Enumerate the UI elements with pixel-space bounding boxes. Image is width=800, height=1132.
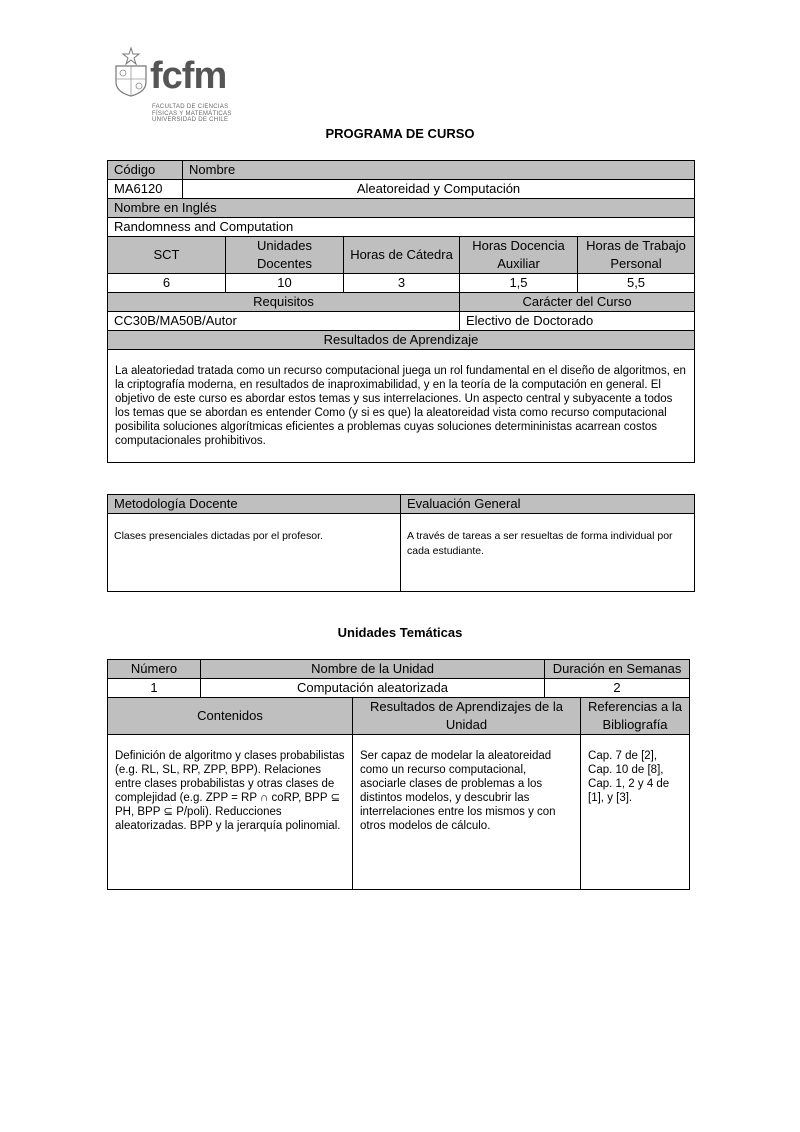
unidad-numero: 1 [108,679,201,698]
caracter-value: Electivo de Doctorado [460,312,695,331]
page-title: PROGRAMA DE CURSO [325,126,475,141]
logo-subtitle: FACULTAD DE CIENCIAS FÍSICAS Y MATEMÁTICAS UNIVERSIDAD DE CHILE [152,104,232,123]
value-unidades-docentes: 10 [226,274,344,293]
nombre-ingles-label: Nombre en Inglés [108,199,695,218]
codigo-label: Código [108,161,183,180]
metodologia-evaluacion-table [107,494,695,592]
course-name: Aleatoreidad y Computación [183,180,695,199]
metodologia-label: Metodología Docente [108,495,401,514]
university-logo [112,46,242,132]
unidad-duracion: 2 [545,679,690,698]
contenidos-text: Definición de algoritmo y clases probabilistas (e.g. RL, SL, RP, ZPP, BPP). Relaciones entre clases probabilistas y otras clases de complejidad (e.g. ZPP = RP ∩ coRP, BPP ⊆ PH, BPP ⊆ P/poli). Reducciones aleatorizadas. BPP y la jerarquía polinomial. [108,735,353,890]
evaluacion-text: A través de tareas a ser resueltas de forma individual por cada estudiante. [401,514,695,592]
resultados-aprendizaje-label: Resultados de Aprendizaje [108,331,695,350]
caracter-label: Carácter del Curso [460,293,695,312]
referencias-label: Referencias a la Bibliografía [581,698,690,735]
value-horas-catedra: 3 [344,274,460,293]
value-horas-personal: 5,5 [578,274,695,293]
referencias-text: Cap. 7 de [2], Cap. 10 de [8], Cap. 1, 2 y 4 de [1], y [3]. [581,735,690,890]
requisitos-value: CC30B/MA50B/Autor [108,312,460,331]
resultados-unidad-label: Resultados de Aprendizajes de la Unidad [353,698,581,735]
course-name-english: Randomness and Computation [108,218,695,237]
university-crest-icon [112,46,150,98]
logo-wordmark: fcfm [150,55,227,97]
header-horas-auxiliar: Horas Docencia Auxiliar [460,237,578,274]
header-horas-catedra: Horas de Cátedra [344,237,460,274]
course-info-table [107,160,695,463]
requisitos-label: Requisitos [108,293,460,312]
unidades-tematicas-title: Unidades Temáticas [337,625,463,640]
contenidos-label: Contenidos [108,698,353,735]
duracion-label: Duración en Semanas [545,660,690,679]
nombre-label: Nombre [183,161,695,180]
numero-label: Número [108,660,201,679]
header-unidades-docentes: Unidades Docentes [226,237,344,274]
unidad-nombre: Computación aleatorizada [201,679,545,698]
unidades-table [107,659,690,890]
value-sct: 6 [108,274,226,293]
value-horas-auxiliar: 1,5 [460,274,578,293]
course-code: MA6120 [108,180,183,199]
header-sct: SCT [108,237,226,274]
header-horas-personal: Horas de Trabajo Personal [578,237,695,274]
nombre-unidad-label: Nombre de la Unidad [201,660,545,679]
metodologia-text: Clases presenciales dictadas por el profesor. [108,514,401,592]
resultados-aprendizaje-text: La aleatoriedad tratada como un recurso computacional juega un rol fundamental en el diseño de algoritmos, en la criptografía moderna, en resultados de inaproximabilidad, y en la teoría de la computación en general. El objetivo de este curso es abordar estos temas y sus interrelaciones. Un aspecto central y subyacente a todos los temas que se abordan es entender Como (y si es que) la aleatoreidad vista como recurso computacional posibilita soluciones algorítmicas eficientes a problemas cuyas soluciones determininistas acarrean costos computacionales prohibitivos. [108,350,695,463]
evaluacion-label: Evaluación General [401,495,695,514]
resultados-unidad-text: Ser capaz de modelar la aleatoreidad como un recurso computacional, asociarle clases de problemas a los distintos modelos, y descubrir las interrelaciones entre los mismos y con otros modelos de cálculo. [353,735,581,890]
